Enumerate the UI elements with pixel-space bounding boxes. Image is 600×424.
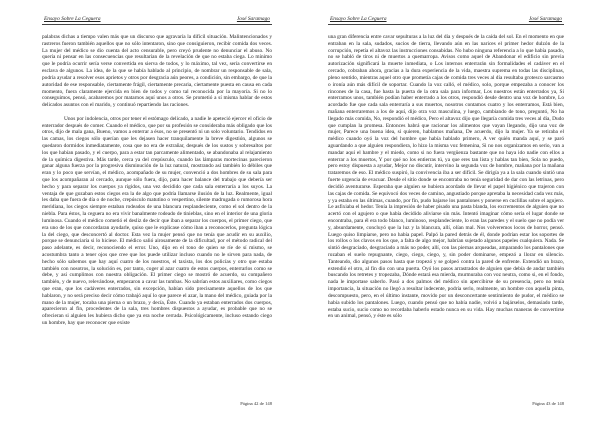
page-body <box>328 34 564 320</box>
paragraph: Unos por indolencia, otros por tener el estómago delicado, a nadie le apeteció ejercer el oficio de enterrador después de comer. Cuando el médico, que por su profesión se consideraba más obligado que los otros, dijo de mala gana, Bueno, vamos a enterrar a ésos, no se presentó ni un solo voluntario. Tendidos en las camas, los ciegos sólo querían que les dejasen hacer tranquilamente la breve digestión, algunos se quedaron dormidos inmediatamente, cosa que no era de extrañar, después de los sustos y sobresaltos por los que habían pasado, y el cuerpo, para a estar tan parcamente alimentado, se abandonaba al relajamiento de la química digestiva. Más tarde, cerca ya del crepúsculo, cuando las lámparas mortecinas parecieron ganar alguna fuerza por la progresiva disminución de la luz natural, mostrando así también lo débiles que eran y lo poco que servían, el médico, acompañado de su mujer, convenció a dos hombres de su sala para que los acompañaran al cercado, aunque sólo fuera, dijo, para hacer balance del trabajo que debería ser hecho y para separar los cuerpos ya rígidos, una vez decidido que cada sala enterraría a los suyos. La ventaja de que gozaban estos ciegos era la de algo que podría llamarse ilusión de la luz. Realmente, igual les daba que fuera de día o de noche, crepúsculo matutino o vespertino, silente madrugada o rumorosa hora meridiana, los ciegos siempre estaban rodeados de una blancura resplandeciente, como el sol dentro de la niebla. Para éstos, la ceguera no era vivir banalmente rodeado de tinieblas, sino en el interior de una gloria luminosa. Cuando el médico cometió el desliz de decir que iban a separar los cuerpos, el primer ciego, que era uno de los que concordaran ayudarle, quiso que le explicase cómo iban a reconocerlos, pregunta lógica la del ciego, que desconcertó al doctor. Esta vez la mujer pensó que no tenía que acudir en su auxilio, porque se denunciaría si lo hiciese. El médico salió airosamente de la dificultad, por el método radical del paso adelante, es decir, reconociendo el error. Uno, dijo en el tono de quien se ríe de sí mismo, se acostumbra tanto a tener ojos que cree que los puede utilizar incluso cuando no le sirven para nada, de hecho sólo sabemos que hay aquí cuatro de los nuestros, el taxista, los dos policías y otro que estaba también con nosotros, la solución es, por tanto, coger al azar cuatro de estos cuerpos, enterrarlos como se debe, y así cumplimos con nuestra obligación. El primer ciego se mostró de acuerdo, su compañero también, y de nuevo, relevándose, empezaron a cavar las tumbas. No sabrían estos auxiliares, como ciegos que eran, que los cadáveres enterrados, sin excepción, habían sido precisamente aquellos de los que hablaron, y no será preciso decir cómo trabajó aquí lo que parece el azar, la mano del médico, guiada por la mano de la mujer, tocaba una pierna o un brazo, y decía, Éste. Cuando ya estaban enterrados dos cuerpos, aparecieron al fin, procedentes de la sala, tres hombres dispuestos a ayudar, es probable que no se ofrecieran si alguien les hubiera dicho que ya era noche cerrada. Psicológicamente, incluso estando ciego un hombre, hay que reconocer que existe <box>42 115 272 327</box>
page-header <box>328 15 564 25</box>
paragraph: una gran diferencia entre cavar sepulturas a la luz del día y después de la caída del sol. En el momento en que entraban en la sala, sudados, sucios de tierra, llevando aún en las narices el primer hedor dulzón de la corrupción, repetía el altavoz las instrucciones consabidas. No hubo ninguna referencia a lo que había pasado, no se habló de tiros ni de muertos a quemarropa. Avisos como aquel de Abandonar el edificio sin previa autorización significará la muerte inmediata, o Los internos enterrarán sin formalidades el cadáver en el cercado, cobraban ahora, gracias a la dura experiencia de la vida, maestra suprema en todas las disciplinas, pleno sentido, mientras aquel otro que prometía cajas de comida tres veces al día resultaba grotesco sarcasmo o ironía aún más difícil de soportar. Cuando la voz calló, el médico, solo, porque empezaba a conocer los rincones de la casa, fue hasta la puerta de la otra sala para informar, Los nuestros están enterrados ya, Sí enterramos unos, también podían haber enterrado a los otros, respondió desde dentro una voz de hombre, Lo acordado fue que cada sala enterraría a sus muertos, nosotros contamos cuatro y los enterramos, Está bien, mañana enterraremos a los de aquí, dijo otra voz masculina, y luego, cambiando de tono, preguntó, No ha llegado más comida, No, respondió el médico, Pero el altavoz dijo que llegaría comida tres veces al día, Dudo que cumplan la promesa. Entonces habrá que racionar los alimentos que vayan llegando, dijo una voz de mujer, Parece una buena idea, si quieren, hablamos mañana, De acuerdo, dijo la mujer. Ya se retiraba el médico cuando oyó la voz del hombre que había hablado primero, A ver quién manda aquí, y se paró aguardando a que alguien respondiera, lo hizo la misma voz femenina, Si no nos organizamos en serio, van a mandar aquí el hambre y el miedo, como si no fuera vergüenza bastante que no haya ido nadie con ellos a enterrar a los muertos, Y por qué no los entierras tú, ya que eres tan lista y hablas tan bien, Sola no puedo, pero estoy dispuesta a ayudar, Mejor no discutir, intervino la segunda voz de hombre, mañana por la mañana trataremos de eso. El médico suspiró, la convivencia iba a ser difícil. Se dirigía ya a la sala cuando sintió una fuerte urgencia de evacuar. Desde el sitio donde se encontraba no tenía seguridad de dar con las letrinas, pero decidió aventurarse. Esperaba que alguien se hubiera acordado de llevar el papel higiénico que trajeron con las cajas de comida. Se equivocó dos veces de camino, angustiado porque apretaba la necesidad cada vez más, y ya estaba en las últimas, cuando, por fin, pudo bajarse los pantalones y ponerse en cuclillas sobre el agujero. Le asfixiaba el hedor. Tenía la impresión de haber pisado una pasta blanda, los excrementos de alguien que no acertó con el agujero o que había decidido aliviarse sin más. Intentó imaginar cómo sería el lugar donde se encontraba, para él era todo blanco, luminoso, resplandeciente, lo eran las paredes y el suelo que no podía ver y, absurdamente, concluyó que la luz y la blancura, allí, olían mal. Nos volveremos locos de horror, pensó. Luego quiso limpiarse, pero no había papel. Palpó la pared detrás de él, donde podrían estar los soportes de los rollos o los clavos en los que, a falta de algo mejor, habrían sujetado algunos papeles cualquiera. Nada. Se sintió desgraciado, desgraciado a más no poder, allí, con las piernas arqueadas, amparando los pantalones que rozaban el suelo repugnante, ciego, ciego, ciego, y, sin poder dominarse, empezó a llorar en silencio. Tanteando, dio algunos pasos hasta que tropezó y se golpeó contra la pared de enfrente. Extendió un brazo, extendió el otro, al fin dio con una puerta. Oyó los pasos arrastrados de alguien que debía de andar también buscando los retretes y tropezaba, Dónde estará esa mierda, murmuraba con voz neutra, como si, en el fondo, nada le importase saberlo. Pasó a dos palmos del médico sin apercibirse de su presencia, pero no tenía importancia, la situación no llegó a resultar indecente, podría serlo, realmente, un hombre con aquella pinta, descompuesto, pero, en el último instante, movido por un desconcertante sentimiento de pudor, el médico se había subido los pantalones. Luego, cuando pensó que no había nadie, volvió a bajárselos, demasiado tarde, estaba sucio, sucio como no recordaba haberlo estado nunca en su vida. Hay muchas maneras de convertirse en un animal, pensó, y éste es sólo <box>328 34 564 320</box>
document-page-right <box>328 0 564 424</box>
header-author: José Saramago <box>236 16 270 22</box>
header-book-title: Ensayo Sobre La Ceguera <box>330 16 387 22</box>
page-header <box>42 15 272 25</box>
paragraph: palabras dichas a tiempo valen más que un discurso que agravaría la difícil situación. Malintencionados y rastreros fueron también aquellos que no sólo intentaron, sino que consiguieron, recibir comida dos veces. La mujer del médico se dio cuenta del acto censurable, pero creyó prudente no denunciar el abuso. No quería ni pensar en las consecuencias que resultarían de la revelación de que no estaba ciega. Lo mínimo que le podría ocurrir sería verse convertida en sierva de todos, y lo máximo, tal vez, sería convertirse en esclava de algunos. La idea, de la que se había hablado al principio, de nombrar un responsable de sala, podría ayudar a resolver esos aprietos y otros por desgracia aún peores, a condición, sin embargo, de que la autoridad de ese responsable, ciertamente frágil, ciertamente precaria, ciertamente puesta en causa en cada momento, fuera claramente ejercida en bien de todos y como tal reconocida por la mayoría. Si no lo conseguimos, pensó, acabaremos por matarnos aquí unos a otros. Se prometió a sí misma hablar de estos delicados asuntos con el marido, y continuó repartiendo las raciones. <box>42 34 272 109</box>
page-number: Página 42 de 148 <box>240 401 272 406</box>
page-number: Página 43 de 148 <box>532 401 564 406</box>
document-page-left <box>42 0 272 424</box>
header-author: José Saramago <box>528 16 562 22</box>
header-book-title: Ensayo Sobre La Ceguera <box>44 16 101 22</box>
page-body <box>42 34 272 327</box>
